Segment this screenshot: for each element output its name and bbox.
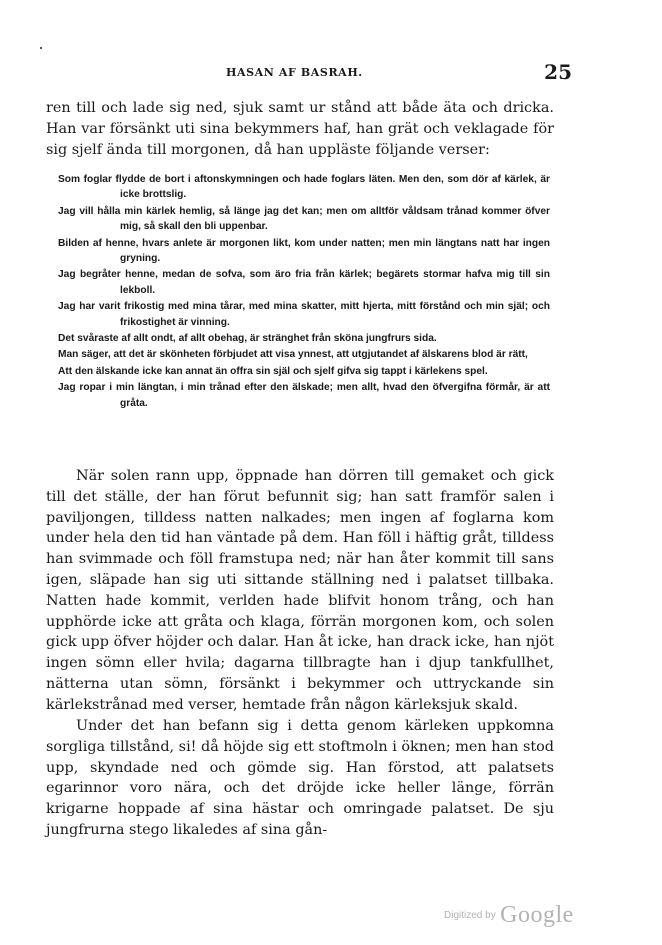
verse-line: Jag begråter henne, medan de sofva, som äro fria från kärlek; begärets stormar hafva mig till sin lekboll. bbox=[58, 269, 550, 296]
verse-line: Jag vill hålla min kärlek hemlig, så länge jag det kan; men om alltför våldsam trånad kommer öfver mig, så skall den bli uppenbar. bbox=[58, 205, 550, 233]
verse-line: Jag har varit frikostig med mina tårar, med mina skatter, mitt hjerta, mitt förstånd och min själ; och frikostighet är vinning. bbox=[58, 301, 550, 328]
verse-line: Man säger, att det är skönheten förbjudet att visa ynnest, att utgjutandet af älskarens blod är rätt, bbox=[58, 349, 528, 361]
running-title: HASAN AF BASRAH. bbox=[226, 66, 363, 79]
verse-line: Bilden af henne, hvars anlete är morgonen likt, kom under natten; men min längtans natt har ingen gryning. bbox=[58, 237, 550, 265]
google-logo: Google bbox=[500, 902, 574, 928]
paragraph: Under det han befann sig i detta genom kärleken uppkomna sorgliga tillstånd, si! då höjde sig ett stoftmoln i öknen; men han stod upp, skyndade ned och gömde sig. Han förstod, att palatsets egarinnor voro nära, och det dröjde icke heller länge, förrän krigarne hoppade af sina hästar och omringade palatset. De sju jungfrurna stego likaledes af sina gån- bbox=[46, 718, 554, 838]
verse-line: Jag ropar i min längtan, i min trånad efter den älskade; men allt, hvad den öfvergifna förmår, är att gråta. bbox=[58, 382, 550, 409]
digitized-by-label: Digitized by bbox=[444, 910, 496, 921]
margin-speck bbox=[40, 47, 42, 49]
verse-line: Det svåraste af allt ondt, af allt obehag, är stränghet från sköna jungfrurs sida. bbox=[58, 333, 437, 345]
page-number: 25 bbox=[544, 60, 572, 84]
verse-line: Som foglar flydde de bort i aftonskymningen och hade foglars läten. Men den, som dör af kärlek, är icke brottslig. bbox=[58, 174, 550, 201]
page-header bbox=[46, 60, 572, 86]
paragraph: När solen rann upp, öppnade han dörren till gemaket och gick till det ställe, der han förut befunnit sig; han satt framför salen i paviljongen, tilldess natten nalkades; men ingen af foglarna kom under hela den tid han väntade på dem. Han föll i häftig gråt, tilldess han svimmade och föll framstupa ned; när han åter kommit till sans igen, släpade han sig uti sittande ställning ned i palatset tillbaka. Natten hade kommit, verlden hade blifvit honom trång, och han upphörde icke att gråta och klaga, förrän morgonen kom, och solen gick upp öfver höjder och dalar. Han åt icke, han drack icke, han njöt ingen sömn eller hvila; dagarna tillbragte han i djup tankfullhet, nätterna utan sömn, försänkt i bekymmer och uttryckande sin kärlekstrånad med verser, hemtade från någon kärleksjuk skald. bbox=[46, 468, 554, 713]
opening-text: ren till och lade sig ned, sjuk samt ur stånd att både äta och dricka. Han var försänkt uti sina bekymmers haf, han grät och veklagade för sig sjelf ända till morgonen, då han uppläste följande verser: bbox=[46, 100, 554, 158]
google-watermark bbox=[444, 902, 574, 929]
verse-line: Att den älskande icke kan annat än offra sin själ och sjelf gifva sig tappt i kärlekens spel. bbox=[58, 365, 488, 377]
verse-block bbox=[58, 172, 550, 412]
